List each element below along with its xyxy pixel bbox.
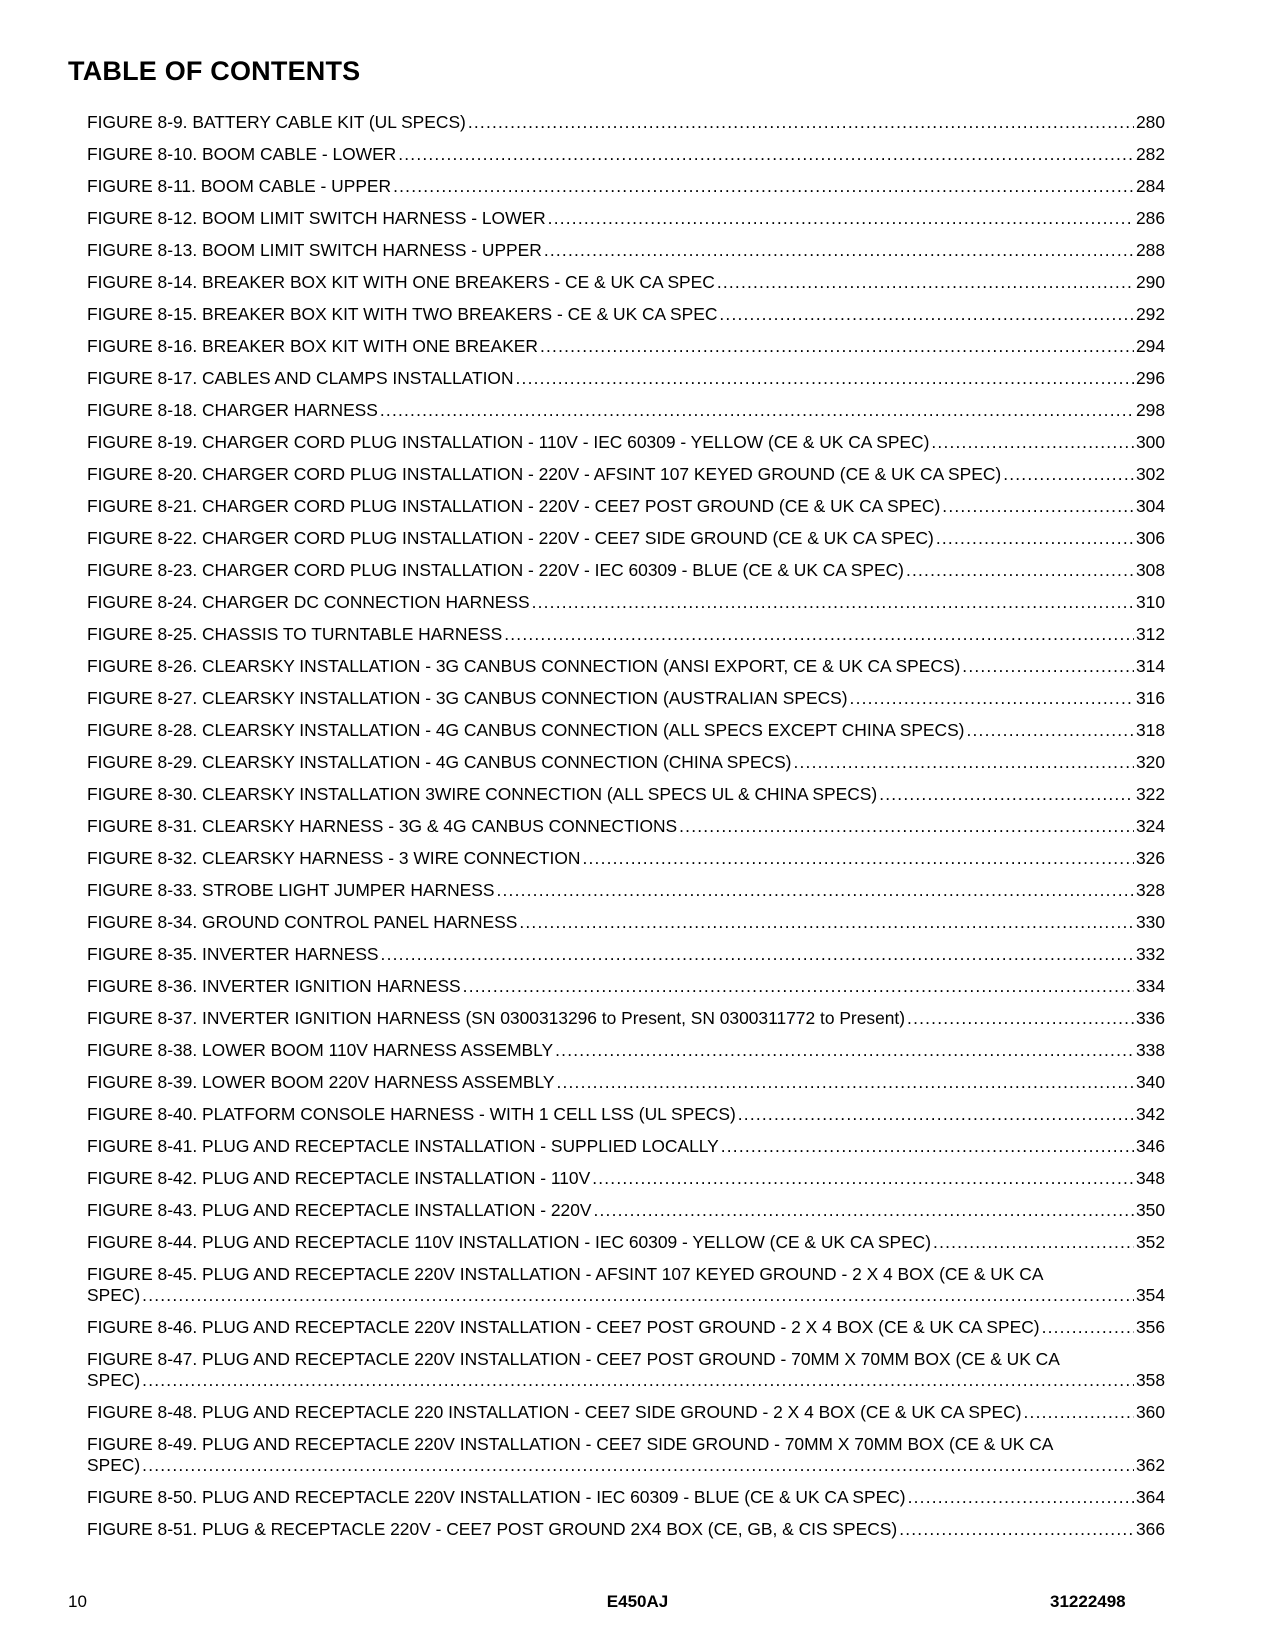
toc-entry[interactable] [87,752,1165,784]
dot-leader [393,176,1134,197]
toc-entry-page: 354 [1135,1285,1165,1305]
toc-entry-line [87,336,1165,357]
toc-entry-page: 322 [1135,784,1165,804]
toc-entry-line [87,816,1165,837]
toc-entry-title: FIGURE 8-9. BATTERY CABLE KIT (UL SPECS) [87,112,466,132]
toc-entry-page: 280 [1135,112,1165,132]
toc-entry-line [87,688,1165,709]
toc-entry-line [87,1008,1165,1029]
toc-entry-title: FIGURE 8-13. BOOM LIMIT SWITCH HARNESS - UPPER [87,240,542,260]
toc-entry-page: 334 [1135,976,1165,996]
toc-entry[interactable] [87,1317,1165,1349]
toc-entry-line [87,1136,1165,1157]
toc-entry-line [87,1200,1165,1221]
dot-leader [936,528,1134,549]
toc-entry-line [87,400,1165,421]
toc-entry-line [87,944,1165,965]
toc-entry-title: FIGURE 8-36. INVERTER IGNITION HARNESS [87,976,461,996]
toc-entry-title: FIGURE 8-20. CHARGER CORD PLUG INSTALLATION - 220V - AFSINT 107 KEYED GROUND (CE & UK CA SPEC) [87,464,1002,484]
toc-entry-page: 306 [1135,528,1165,548]
toc-entry[interactable] [87,784,1165,816]
toc-entry[interactable] [87,720,1165,752]
toc-entry-title: FIGURE 8-14. BREAKER BOX KIT WITH ONE BREAKERS - CE & UK CA SPEC [87,272,715,292]
toc-entry[interactable] [87,1072,1165,1104]
toc-entry-line [87,784,1165,805]
toc-entry-title: FIGURE 8-43. PLUG AND RECEPTACLE INSTALLATION - 220V [87,1200,592,1220]
dot-leader [398,144,1134,165]
toc-entry[interactable] [87,912,1165,944]
dot-leader [463,976,1134,997]
dot-leader [540,336,1134,357]
dot-leader [381,944,1134,965]
toc-entry-title-line1: FIGURE 8-47. PLUG AND RECEPTACLE 220V INSTALLATION - CEE7 POST GROUND - 70MM X 70MM BOX (CE & UK CA [87,1349,1060,1369]
toc-entry[interactable] [87,880,1165,912]
toc-entry-page: 302 [1135,464,1165,484]
toc-entry[interactable] [87,1402,1165,1434]
toc-entry-title: FIGURE 8-44. PLUG AND RECEPTACLE 110V INSTALLATION - IEC 60309 - YELLOW (CE & UK CA SPEC) [87,1232,932,1252]
toc-entry-page: 284 [1135,176,1165,196]
toc-entry-title: FIGURE 8-16. BREAKER BOX KIT WITH ONE BREAKER [87,336,538,356]
toc-entry-page: 352 [1135,1232,1165,1252]
toc-entry-title: FIGURE 8-31. CLEARSKY HARNESS - 3G & 4G CANBUS CONNECTIONS [87,816,678,836]
toc-entry-page: 304 [1135,496,1165,516]
toc-entry-line [87,752,1165,773]
toc-entry[interactable] [87,1232,1165,1264]
dot-leader [962,656,1134,677]
dot-leader [496,880,1134,901]
toc-entry-title: FIGURE 8-38. LOWER BOOM 110V HARNESS ASSEMBLY [87,1040,554,1060]
toc-entry-title: FIGURE 8-24. CHARGER DC CONNECTION HARNESS [87,592,530,612]
dot-leader [1024,1402,1134,1423]
dot-leader [942,496,1134,517]
toc-entry[interactable] [87,688,1165,720]
toc-entry-line [87,656,1165,677]
dot-leader [516,368,1134,389]
toc-entry[interactable] [87,1519,1165,1551]
toc-entry[interactable] [87,1434,1165,1487]
toc-entry-title: FIGURE 8-48. PLUG AND RECEPTACLE 220 INSTALLATION - CEE7 SIDE GROUND - 2 X 4 BOX (CE & UK CA SPEC) [87,1402,1022,1422]
toc-entry-page: 340 [1135,1072,1165,1092]
page-title: TABLE OF CONTENTS [68,56,361,86]
toc-entry-line [87,1168,1165,1189]
toc-entry-line [87,912,1165,933]
toc-entry[interactable] [87,592,1165,624]
toc-entry[interactable] [87,1349,1165,1402]
toc-entry-page: 330 [1135,912,1165,932]
toc-entry-line [87,1519,1165,1540]
toc-entry-line [87,1317,1165,1338]
dot-leader [850,688,1134,709]
toc-entry[interactable] [87,1136,1165,1168]
toc-entry-line [87,976,1165,997]
toc-entry-title: FIGURE 8-17. CABLES AND CLAMPS INSTALLATION [87,368,514,388]
toc-entry-line [87,1402,1165,1423]
toc-entry-page: 286 [1135,208,1165,228]
toc-entry-title: FIGURE 8-50. PLUG AND RECEPTACLE 220V INSTALLATION - IEC 60309 - BLUE (CE & UK CA SPEC) [87,1487,906,1507]
toc-entry-line [87,1040,1165,1061]
dot-leader [719,304,1134,325]
toc-entry-title: FIGURE 8-30. CLEARSKY INSTALLATION 3WIRE CONNECTION (ALL SPECS UL & CHINA SPECS) [87,784,878,804]
footer-doc-number: 31222498 [1050,1592,1126,1611]
dot-leader [593,1200,1134,1221]
toc-entry-page: 326 [1135,848,1165,868]
dot-leader [504,624,1134,645]
dot-leader [555,1040,1134,1061]
toc-entry-page: 300 [1135,432,1165,452]
dot-leader [556,1072,1134,1093]
dot-leader [931,432,1134,453]
dot-leader [879,784,1134,805]
dot-leader [738,1104,1134,1125]
toc-entry[interactable] [87,400,1165,432]
toc-entry[interactable] [87,432,1165,464]
toc-entry-line [87,432,1165,453]
toc-entry-line [87,624,1165,645]
toc-entry-title: FIGURE 8-26. CLEARSKY INSTALLATION - 3G CANBUS CONNECTION (ANSI EXPORT, CE & UK CA SPECS) [87,656,961,676]
toc-entry-title: SPEC) [87,1285,141,1305]
toc-entry-title: FIGURE 8-39. LOWER BOOM 220V HARNESS ASSEMBLY [87,1072,555,1092]
toc-entry-title: FIGURE 8-28. CLEARSKY INSTALLATION - 4G CANBUS CONNECTION (ALL SPECS EXCEPT CHINA SPECS) [87,720,965,740]
toc-entry-title: FIGURE 8-37. INVERTER IGNITION HARNESS (SN 0300313296 to Present, SN 0300311772 to Present) [87,1008,906,1028]
toc-entry-page: 310 [1135,592,1165,612]
toc-entry-line [87,1104,1165,1125]
toc-entry-title-line1: FIGURE 8-45. PLUG AND RECEPTACLE 220V INSTALLATION - AFSINT 107 KEYED GROUND - 2 X 4 BOX (CE & UK CA [87,1264,1044,1284]
toc-entry-title: FIGURE 8-18. CHARGER HARNESS [87,400,378,420]
toc-entry[interactable] [87,368,1165,400]
toc-entry-title: FIGURE 8-25. CHASSIS TO TURNTABLE HARNESS [87,624,503,644]
toc-entry-page: 282 [1135,144,1165,164]
toc-entry[interactable] [87,336,1165,368]
toc-entry-title: FIGURE 8-33. STROBE LIGHT JUMPER HARNESS [87,880,495,900]
toc-entry-line [87,112,1165,133]
toc-entry-page: 328 [1135,880,1165,900]
toc-entry[interactable] [87,624,1165,656]
toc-entry-title-line1: FIGURE 8-49. PLUG AND RECEPTACLE 220V INSTALLATION - CEE7 SIDE GROUND - 70MM X 70MM BOX (CE & UK CA [87,1434,1054,1454]
toc-entry-line [87,1370,1165,1391]
toc-entry-title: FIGURE 8-42. PLUG AND RECEPTACLE INSTALLATION - 110V [87,1168,591,1188]
toc-entry-line [87,208,1165,229]
toc-entry[interactable] [87,496,1165,528]
toc-entry-title: FIGURE 8-40. PLATFORM CONSOLE HARNESS - WITH 1 CELL LSS (UL SPECS) [87,1104,736,1124]
dot-leader [142,1455,1134,1476]
toc-entry-page: 296 [1135,368,1165,388]
toc-entry-page: 362 [1135,1455,1165,1475]
toc-entry-line [87,880,1165,901]
toc-entry-title: SPEC) [87,1370,141,1390]
toc-entry-page: 348 [1135,1168,1165,1188]
toc-entry-line [87,1455,1165,1476]
toc-entry-page: 350 [1135,1200,1165,1220]
toc-entry-line [87,560,1165,581]
toc-entry-title: FIGURE 8-10. BOOM CABLE - LOWER [87,144,397,164]
dot-leader [717,272,1134,293]
dot-leader [907,1008,1134,1029]
footer-page-number: 10 [68,1592,87,1611]
dot-leader [142,1370,1134,1391]
dot-leader [519,912,1134,933]
toc-entry-page: 292 [1135,304,1165,324]
toc-entry[interactable] [87,848,1165,880]
toc-entry-page: 308 [1135,560,1165,580]
toc-entry-page: 318 [1135,720,1165,740]
toc-entry-page: 360 [1135,1402,1165,1422]
toc-entry-page: 342 [1135,1104,1165,1124]
toc-entry[interactable] [87,1168,1165,1200]
toc-entry-title: FIGURE 8-46. PLUG AND RECEPTACLE 220V INSTALLATION - CEE7 POST GROUND - 2 X 4 BOX (CE & UK CA SPEC) [87,1317,1040,1337]
toc-entry[interactable] [87,656,1165,688]
toc-entry-title: FIGURE 8-23. CHARGER CORD PLUG INSTALLATION - 220V - IEC 60309 - BLUE (CE & UK CA SPEC) [87,560,904,580]
dot-leader [468,112,1134,133]
toc-entry[interactable] [87,560,1165,592]
toc-entry-line [87,304,1165,325]
dot-leader [966,720,1134,741]
toc-entry[interactable] [87,240,1165,272]
dot-leader [908,1487,1134,1508]
toc-entry-title: FIGURE 8-29. CLEARSKY INSTALLATION - 4G CANBUS CONNECTION (CHINA SPECS) [87,752,792,772]
toc-entry[interactable] [87,208,1165,240]
toc-entry[interactable] [87,944,1165,976]
toc-entry-line [87,240,1165,261]
toc-entry-line [87,720,1165,741]
toc-entry-line [87,528,1165,549]
toc-entry-title: FIGURE 8-11. BOOM CABLE - UPPER [87,176,392,196]
toc-entry[interactable] [87,112,1165,144]
dot-leader [1042,1317,1134,1338]
toc-entry-page: 324 [1135,816,1165,836]
toc-entry[interactable] [87,816,1165,848]
toc-entry-page: 316 [1135,688,1165,708]
dot-leader [899,1519,1134,1540]
dot-leader [582,848,1134,869]
dot-leader [906,560,1134,581]
dot-leader [548,208,1134,229]
toc-entry-line [87,464,1165,485]
toc-entry-page: 366 [1135,1519,1165,1539]
toc-entry[interactable] [87,1104,1165,1136]
dot-leader [721,1136,1134,1157]
toc-entry-page: 336 [1135,1008,1165,1028]
dot-leader [142,1285,1134,1306]
toc-entry-title: FIGURE 8-19. CHARGER CORD PLUG INSTALLATION - 110V - IEC 60309 - YELLOW (CE & UK CA SPEC) [87,432,930,452]
dot-leader [380,400,1134,421]
toc-entry-line [87,368,1165,389]
toc-entry-title: FIGURE 8-12. BOOM LIMIT SWITCH HARNESS - LOWER [87,208,546,228]
toc-entry-page: 288 [1135,240,1165,260]
toc-entry[interactable] [87,1040,1165,1072]
toc-entry-title: FIGURE 8-27. CLEARSKY INSTALLATION - 3G CANBUS CONNECTION (AUSTRALIAN SPECS) [87,688,848,708]
toc-entry-line [87,272,1165,293]
dot-leader [933,1232,1134,1253]
toc-entry-line [87,176,1165,197]
toc-entry-title: FIGURE 8-21. CHARGER CORD PLUG INSTALLATION - 220V - CEE7 POST GROUND (CE & UK CA SPEC) [87,496,941,516]
toc-entry-title: FIGURE 8-15. BREAKER BOX KIT WITH TWO BREAKERS - CE & UK CA SPEC [87,304,718,324]
dot-leader [592,1168,1134,1189]
toc-entry-title: FIGURE 8-35. INVERTER HARNESS [87,944,379,964]
toc-entry[interactable] [87,304,1165,336]
toc-entry-page: 312 [1135,624,1165,644]
toc-entry-page: 364 [1135,1487,1165,1507]
toc-entry[interactable] [87,528,1165,560]
toc-entry-line [87,1072,1165,1093]
toc-entry-page: 346 [1135,1136,1165,1156]
toc-entry-title: FIGURE 8-34. GROUND CONTROL PANEL HARNESS [87,912,518,932]
toc-entry[interactable] [87,464,1165,496]
toc-entry-title: FIGURE 8-41. PLUG AND RECEPTACLE INSTALLATION - SUPPLIED LOCALLY [87,1136,719,1156]
toc-entry-line [87,848,1165,869]
toc-list [87,112,1165,1551]
dot-leader [544,240,1134,261]
toc-entry-title: FIGURE 8-32. CLEARSKY HARNESS - 3 WIRE CONNECTION [87,848,581,868]
toc-entry-line [87,496,1165,517]
toc-entry-page: 338 [1135,1040,1165,1060]
toc-entry-line [87,1232,1165,1253]
dot-leader [679,816,1134,837]
toc-entry-line [87,1487,1165,1508]
toc-entry-page: 358 [1135,1370,1165,1390]
toc-entry[interactable] [87,1487,1165,1519]
dot-leader [1003,464,1134,485]
toc-entry-title: SPEC) [87,1455,141,1475]
footer-model: E450AJ [606,1592,669,1611]
toc-entry-page: 356 [1135,1317,1165,1337]
toc-entry-line [87,144,1165,165]
toc-entry-title: FIGURE 8-22. CHARGER CORD PLUG INSTALLATION - 220V - CEE7 SIDE GROUND (CE & UK CA SPEC) [87,528,934,548]
toc-entry[interactable] [87,1200,1165,1232]
toc-entry-page: 290 [1135,272,1165,292]
toc-entry-line [87,592,1165,613]
toc-entry-page: 314 [1135,656,1165,676]
toc-entry[interactable] [87,1008,1165,1040]
toc-entry-page: 332 [1135,944,1165,964]
toc-entry-line [87,1285,1165,1306]
toc-entry-page: 320 [1135,752,1165,772]
toc-entry-page: 298 [1135,400,1165,420]
toc-entry[interactable] [87,144,1165,176]
toc-entry[interactable] [87,176,1165,208]
toc-entry[interactable] [87,976,1165,1008]
toc-entry-title: FIGURE 8-51. PLUG & RECEPTACLE 220V - CEE7 POST GROUND 2X4 BOX (CE, GB, & CIS SPECS) [87,1519,898,1539]
toc-entry[interactable] [87,272,1165,304]
toc-entry-page: 294 [1135,336,1165,356]
toc-entry[interactable] [87,1264,1165,1317]
dot-leader [532,592,1134,613]
dot-leader [793,752,1134,773]
